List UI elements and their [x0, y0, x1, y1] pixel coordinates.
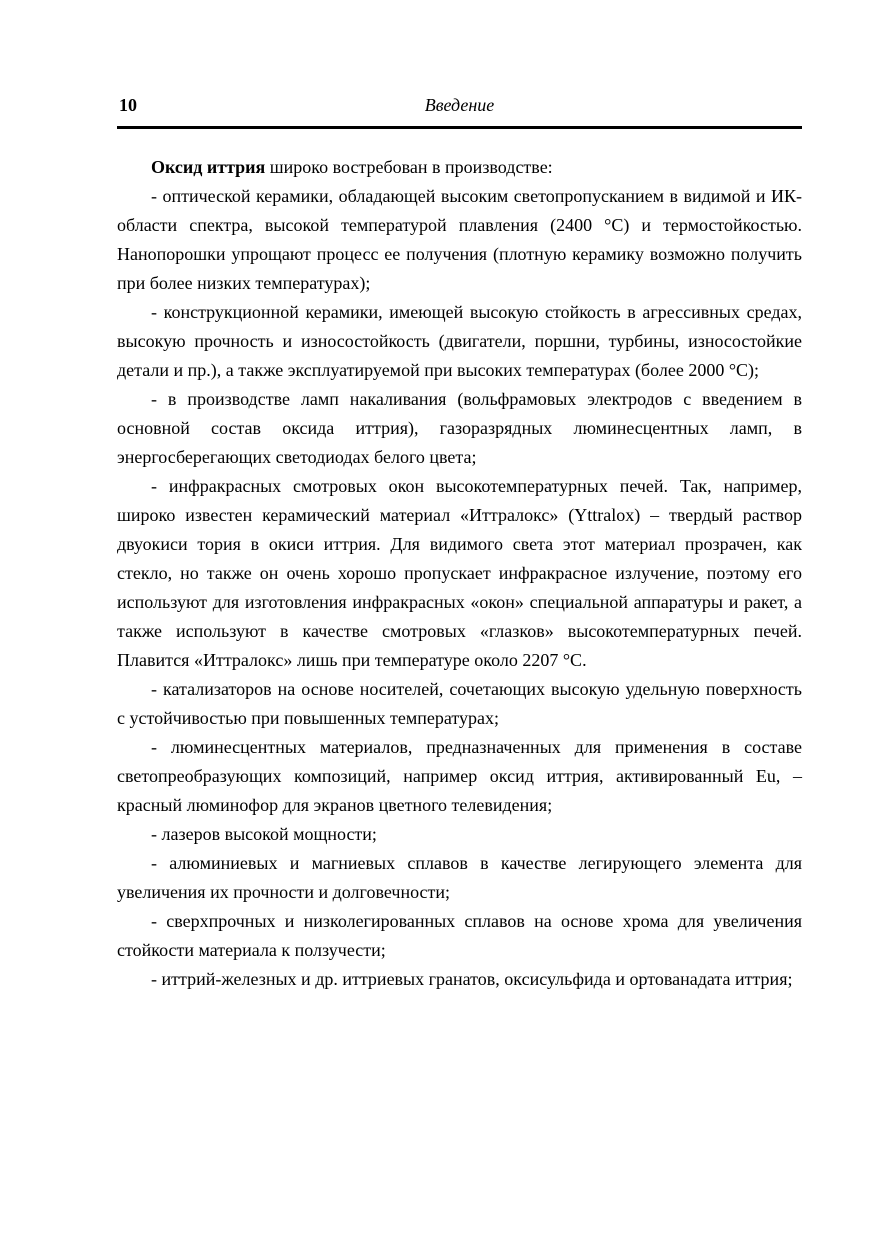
list-paragraph: - иттрий-железных и др. иттриевых гранатов, оксисульфида и ортованадата иттрия; — [151, 969, 793, 989]
list-paragraph: - люминесцентных материалов, предназначенных для применения в составе светопреобразующих композиций, например оксид иттрия, активированный Eu, – красный люминофор для экранов цветного телевидения; — [117, 737, 802, 815]
body-text — [117, 153, 802, 994]
list-paragraph: - конструкционной керамики, имеющей высокую стойкость в агрессивных средах, высокую прочность и износостойкость (двигатели, поршни, турбины, износостойкие детали и пр.), а также эксплуатируемой при высоких температурах (более 2000 °С); — [117, 302, 802, 380]
list-paragraph: - катализаторов на основе носителей, сочетающих высокую удельную поверхность с устойчивостью при повышенных температурах; — [117, 679, 802, 728]
page-number: 10 — [119, 95, 137, 115]
list-paragraph: - лазеров высокой мощности; — [151, 824, 377, 844]
list-paragraph: - алюминиевых и магниевых сплавов в качестве легирующего элемента для увеличения их прочности и долговечности; — [117, 853, 802, 902]
header-rule — [117, 126, 802, 129]
list-paragraph: - инфракрасных смотровых окон высокотемпературных печей. Так, например, широко известен керамический материал «Иттралокс» (Yttralox) – твердый раствор двуокиси тория в окиси иттрия. Для видимого света этот материал прозрачен, как стекло, но также он очень хорошо пропускает инфракрасное излучение, поэтому его используют для изготовления инфракрасных «окон» специальной аппаратуры и ракет, а также используют в качестве смотровых «глазков» высокотемпературных печей. Плавится «Иттралокс» лишь при температуре около 2207 °С. — [117, 476, 802, 670]
intro-paragraph — [117, 153, 802, 182]
list-paragraph: - в производстве ламп накаливания (вольфрамовых электродов с введением в основной состав оксида иттрия), газоразрядных люминесцентных ламп, в энергосберегающих светодиодах белого цвета; — [117, 389, 802, 467]
intro-bold-term: Оксид иттрия — [151, 157, 266, 177]
list-paragraph: - оптической керамики, обладающей высоким светопропусканием в видимой и ИК-области спектра, высокой температурой плавления (2400 °С) и термостойкостью. Нанопорошки упрощают процесс ее получения (плотную керамику возможно получить при более низких температурах); — [117, 186, 802, 293]
running-header-title: Введение — [424, 95, 495, 115]
list-paragraph: - сверхпрочных и низколегированных сплавов на основе хрома для увеличения стойкости материала к ползучести; — [117, 911, 802, 960]
page-content — [117, 95, 802, 994]
running-header — [117, 95, 802, 119]
intro-rest-text: широко востребован в производстве: — [265, 157, 553, 177]
